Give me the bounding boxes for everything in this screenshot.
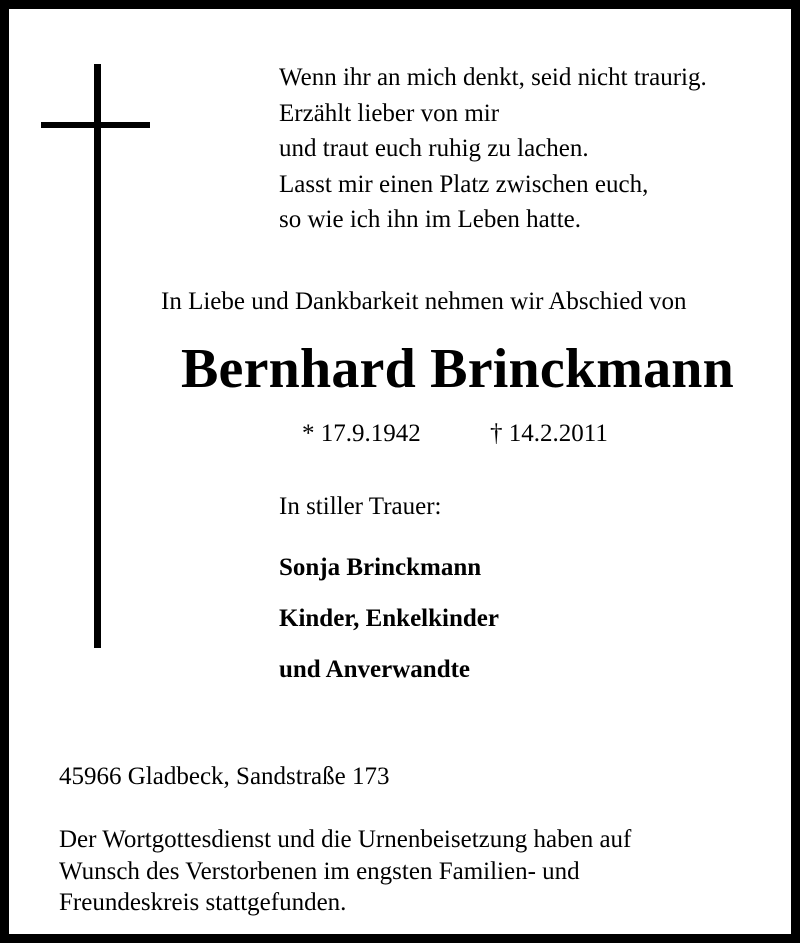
poem-line: so wie ich ihn im Leben hatte. [279, 206, 582, 233]
poem [279, 60, 707, 238]
poem-line: Wenn ihr an mich denkt, seid nicht traurig. [279, 64, 707, 91]
birth-date: * 17.9.1942 [302, 420, 421, 447]
poem-line: und traut euch ruhig zu lachen. [279, 135, 589, 162]
mourners-list [279, 542, 499, 695]
mourner-name: Sonja Brinckmann [279, 554, 482, 581]
notice-line: Der Wortgottesdienst und die Urnenbeisetzung haben auf [59, 826, 632, 853]
death-date: † 14.2.2011 [490, 420, 608, 447]
mourning-label: In stiller Trauer: [279, 493, 442, 520]
poem-line: Lasst mir einen Platz zwischen euch, [279, 170, 649, 198]
poem-line: Erzählt lieber von mir [279, 99, 500, 127]
deceased-name: Bernhard Brinckmann [181, 338, 734, 400]
notice-line: Freundeskreis stattgefunden. [59, 889, 347, 916]
service-notice [59, 824, 631, 919]
mourner-name: Kinder, Enkelkinder [279, 605, 499, 632]
address: 45966 Gladbeck, Sandstraße 173 [59, 763, 390, 790]
intro-text: In Liebe und Dankbarkeit nehmen wir Abschied von [161, 288, 687, 315]
notice-line: Wunsch des Verstorbenen im engsten Familien- und [59, 857, 580, 885]
mourner-name: und Anverwandte [279, 656, 471, 683]
cross-horizontal-bar [41, 122, 150, 128]
cross-vertical-bar [94, 64, 101, 648]
